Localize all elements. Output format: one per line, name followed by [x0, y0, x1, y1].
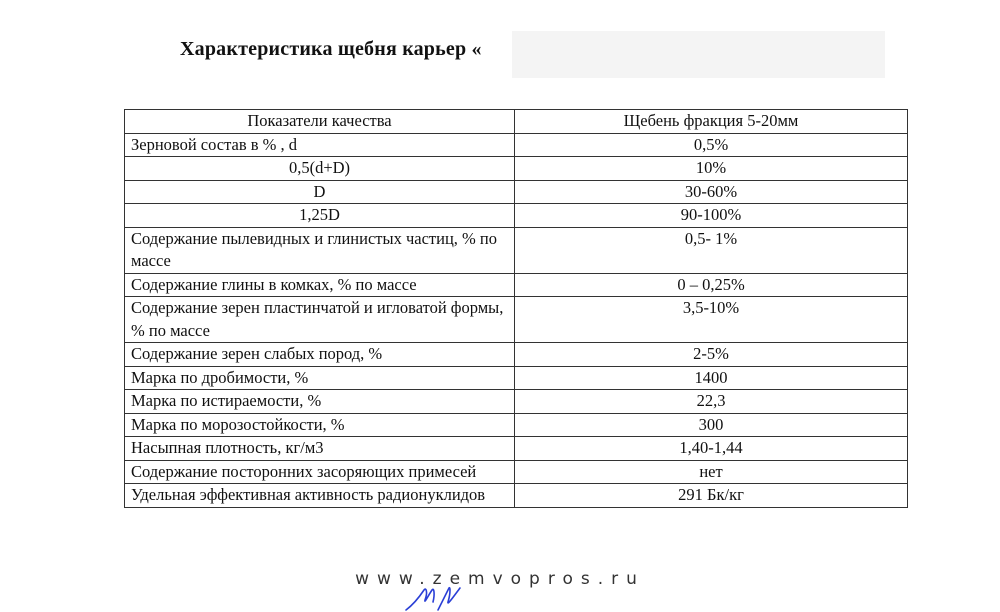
value-cell: 30-60%: [515, 180, 908, 204]
indicator-cell: Содержание зерен слабых пород, %: [125, 343, 515, 367]
table-row: [125, 390, 908, 414]
value-cell: 22,3: [515, 390, 908, 414]
column-header-indicator: Показатели качества: [125, 110, 515, 134]
indicator-cell: 1,25D: [125, 204, 515, 228]
value-cell: 291 Бк/кг: [515, 484, 908, 508]
indicator-cell: Содержание зерен пластинчатой и игловатой формы, % по массе: [125, 297, 515, 343]
indicator-cell: Марка по морозостойкости, %: [125, 413, 515, 437]
table-row: [125, 180, 908, 204]
value-cell: 1400: [515, 366, 908, 390]
table-header-row: [125, 110, 908, 134]
table-row: [125, 133, 908, 157]
indicator-cell: Содержание глины в комках, % по массе: [125, 273, 515, 297]
value-cell: 10%: [515, 157, 908, 181]
indicator-cell: D: [125, 180, 515, 204]
indicator-cell: Насыпная плотность, кг/м3: [125, 437, 515, 461]
specification-table: [124, 109, 908, 508]
value-cell: 0,5%: [515, 133, 908, 157]
indicator-cell: Удельная эффективная активность радионуклидов: [125, 484, 515, 508]
indicator-cell: Зерновой состав в % , d: [125, 133, 515, 157]
table-row: [125, 437, 908, 461]
value-cell: 0 – 0,25%: [515, 273, 908, 297]
indicator-cell: Содержание пылевидных и глинистых частиц, % по массе: [125, 227, 515, 273]
signature-mark: [402, 584, 472, 612]
table-row: [125, 484, 908, 508]
table-row: [125, 273, 908, 297]
value-cell: 2-5%: [515, 343, 908, 367]
indicator-cell: Марка по дробимости, %: [125, 366, 515, 390]
table-row: [125, 366, 908, 390]
table-row: [125, 204, 908, 228]
value-cell: 300: [515, 413, 908, 437]
table-row: [125, 297, 908, 343]
table-row: [125, 157, 908, 181]
table-row: [125, 227, 908, 273]
table-row: [125, 413, 908, 437]
table-row: [125, 460, 908, 484]
redacted-area: [512, 31, 885, 78]
column-header-value: Щебень фракция 5-20мм: [515, 110, 908, 134]
indicator-cell: 0,5(d+D): [125, 157, 515, 181]
value-cell: нет: [515, 460, 908, 484]
website-watermark: www.zemvopros.ru: [355, 569, 645, 589]
table-row: [125, 343, 908, 367]
value-cell: 90-100%: [515, 204, 908, 228]
value-cell: 3,5-10%: [515, 297, 908, 343]
indicator-cell: Марка по истираемости, %: [125, 390, 515, 414]
value-cell: 1,40-1,44: [515, 437, 908, 461]
document-title: Характеристика щебня карьер «: [180, 38, 482, 60]
value-cell: 0,5- 1%: [515, 227, 908, 273]
indicator-cell: Содержание посторонних засоряющих примесей: [125, 460, 515, 484]
